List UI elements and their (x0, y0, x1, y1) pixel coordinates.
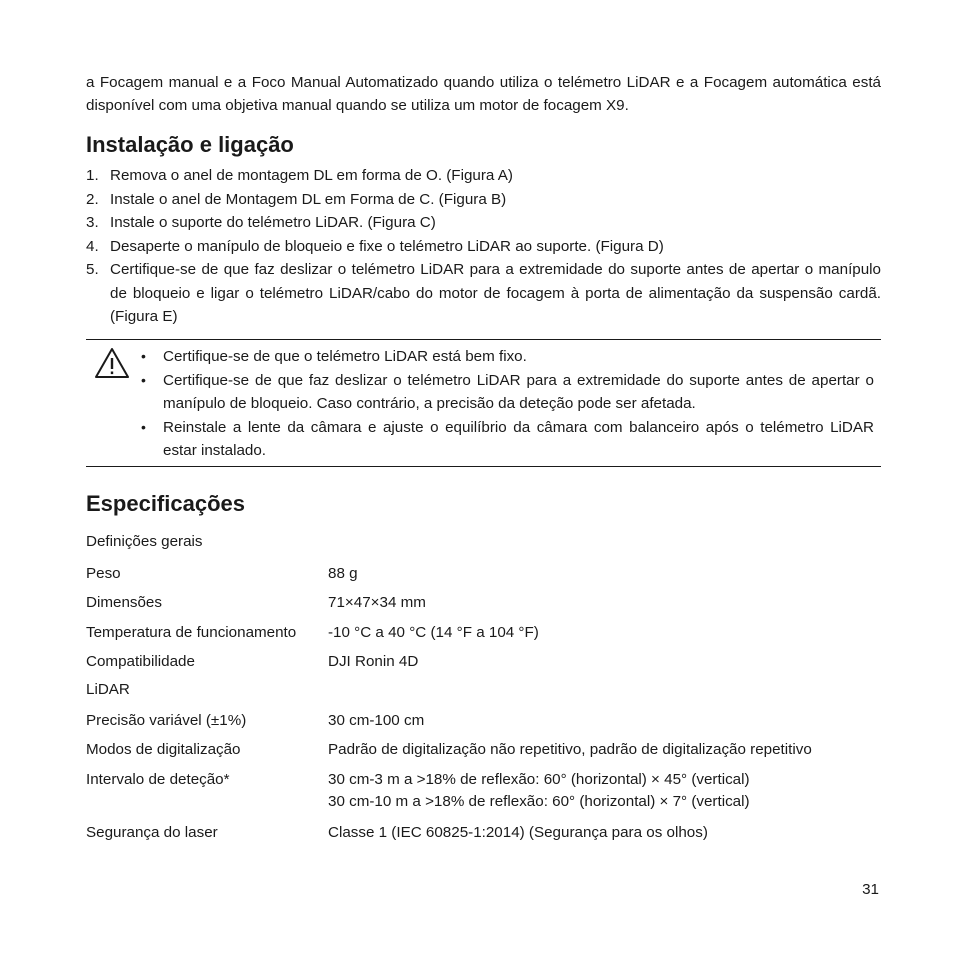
step-number: 5. (86, 261, 99, 278)
installation-steps (86, 164, 881, 329)
step-text: Instale o suporte do telémetro LiDAR. (Figura C) (110, 214, 436, 231)
step-text: Instale o anel de Montagem DL em Forma de C. (Figura B) (110, 190, 507, 208)
step-text: Certifique-se de que faz deslizar o telémetro LiDAR para a extremidade do suporte antes de apertar o manípulo de bloqueio e ligar o telémetro LiDAR/cabo do motor de focagem à porta de alimentação da suspensão cardã. (Figura E) (110, 261, 881, 325)
spec-label: Modos de digitalização (86, 741, 241, 758)
spec-label: Dimensões (86, 594, 162, 611)
warning-top-rule (86, 339, 881, 340)
bullet: • (141, 371, 146, 388)
warning-item (141, 416, 874, 463)
spec-value: 30 cm-3 m a >18% de reflexão: 60° (horizontal) × 45° (vertical) (328, 771, 750, 788)
bullet: • (141, 418, 146, 435)
spec-value: -10 °C a 40 °C (14 °F a 104 °F) (328, 624, 539, 641)
warning-triangle-icon (94, 347, 130, 379)
spec-value: 30 cm-10 m a >18% de reflexão: 60° (horizontal) × 7° (vertical) (328, 793, 750, 810)
step-text: Desaperte o manípulo de bloqueio e fixe o telémetro LiDAR ao suporte. (Figura D) (110, 237, 664, 255)
bullet: • (141, 348, 146, 364)
general-subheading: Definições gerais (86, 533, 203, 550)
spec-value: Classe 1 (IEC 60825-1:2014) (Segurança para os olhos) (328, 824, 708, 841)
spec-value: 30 cm-100 cm (328, 712, 425, 729)
spec-label: Compatibilidade (86, 653, 195, 670)
specs-heading: Especificações (86, 491, 245, 516)
spec-value: 71×47×34 mm (328, 594, 426, 611)
spec-value: Padrão de digitalização não repetitivo, padrão de digitalização repetitivo (328, 741, 812, 758)
step-text: Remova o anel de montagem DL em forma de O. (Figura A) (110, 167, 513, 184)
step-item (86, 235, 881, 259)
page-number: 31 (862, 881, 879, 898)
spec-value: DJI Ronin 4D (328, 653, 419, 670)
step-item (86, 188, 881, 212)
step-number: 4. (86, 237, 99, 255)
warning-item (141, 369, 874, 416)
installation-heading: Instalação e ligação (86, 132, 294, 157)
spec-value: 88 g (328, 565, 358, 582)
warning-text: Certifique-se de que faz deslizar o telémetro LiDAR para a extremidade do suporte antes de apertar o manípulo de bloqueio. Caso contrário, a precisão da deteção pode ser afetada. (163, 371, 874, 412)
lidar-subheading: LiDAR (86, 681, 130, 698)
step-number: 2. (86, 190, 99, 208)
spec-label: Intervalo de deteção* (86, 771, 230, 788)
spec-label: Precisão variável (±1%) (86, 712, 247, 729)
spec-label: Peso (86, 565, 121, 582)
warning-text: Certifique-se de que o telémetro LiDAR está bem fixo. (163, 348, 527, 365)
warning-text: Reinstale a lente da câmara e ajuste o equilíbrio da câmara com balanceiro após o telémetro LiDAR estar instalado. (163, 418, 874, 459)
warning-bottom-rule (86, 466, 881, 467)
spec-label: Segurança do laser (86, 824, 218, 841)
step-item (86, 211, 881, 235)
warning-list (141, 345, 874, 463)
step-number: 3. (86, 214, 99, 231)
step-item (86, 164, 881, 188)
step-number: 1. (86, 167, 99, 184)
step-item (86, 258, 881, 329)
warning-item (141, 345, 874, 369)
intro-paragraph: a Focagem manual e a Foco Manual Automatizado quando utiliza o telémetro LiDAR e a Focagem automática está disponível com uma objetiva manual quando se utiliza um motor de focagem X9. (86, 74, 881, 114)
spec-label: Temperatura de funcionamento (86, 624, 297, 641)
